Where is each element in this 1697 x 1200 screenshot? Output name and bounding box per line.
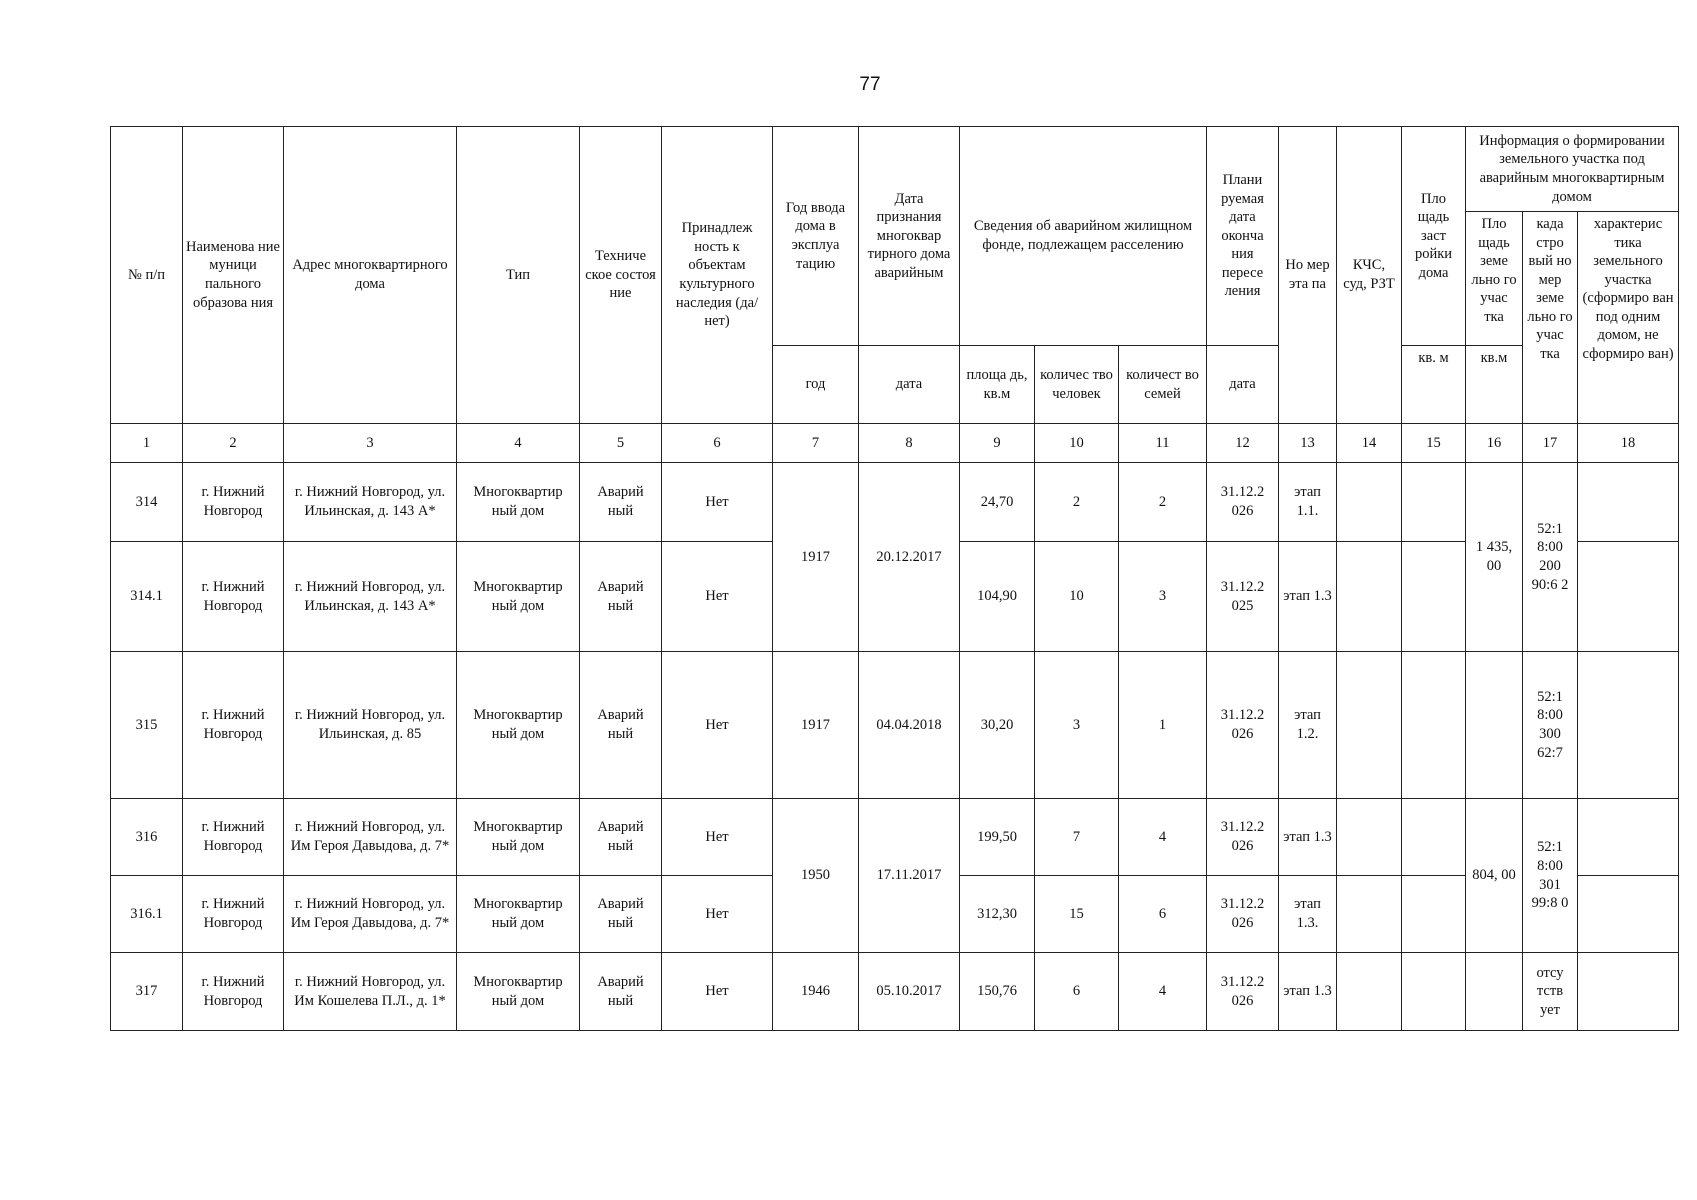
column-number: 18 — [1578, 424, 1679, 463]
row-condition: Аварий ный — [580, 652, 662, 799]
row-planned-date: 31.12.2 026 — [1207, 799, 1279, 876]
row-kchs — [1337, 463, 1402, 542]
row-commission-year: 1917 — [773, 652, 859, 799]
column-number: 2 — [183, 424, 284, 463]
row-kchs — [1337, 876, 1402, 953]
column-number: 17 — [1523, 424, 1578, 463]
row-planned-date: 31.12.2 026 — [1207, 463, 1279, 542]
row-stage: этап 1.3 — [1279, 542, 1337, 652]
row-condition: Аварий ный — [580, 463, 662, 542]
table-row — [111, 463, 1679, 542]
row-number: 317 — [111, 953, 183, 1031]
row-number: 314 — [111, 463, 183, 542]
row-plot-area — [1466, 953, 1523, 1031]
column-number: 7 — [773, 424, 859, 463]
row-type: Многоквартир ный дом — [457, 799, 580, 876]
row-municipality: г. Нижний Новгород — [183, 799, 284, 876]
header-unit-plot-area: кв.м — [1466, 346, 1523, 424]
header-commission-year: Год ввода дома в эксплуа тацию — [773, 127, 859, 346]
table-row — [111, 799, 1679, 876]
header-recognition-date: Дата признания многоквар тирного дома аварийным — [859, 127, 960, 346]
row-municipality: г. Нижний Новгород — [183, 876, 284, 953]
row-address: г. Нижний Новгород, ул. Им Кошелева П.Л., д. 1* — [284, 953, 457, 1031]
row-number: 316.1 — [111, 876, 183, 953]
row-families: 2 — [1119, 463, 1207, 542]
column-number: 14 — [1337, 424, 1402, 463]
row-stage: этап 1.2. — [1279, 652, 1337, 799]
row-municipality: г. Нижний Новгород — [183, 953, 284, 1031]
header-plot-area: Пло щадь земе льно го учас тка — [1466, 212, 1523, 346]
row-type: Многоквартир ный дом — [457, 953, 580, 1031]
header-land-plot-info: Информация о формировании земельного участка под аварийным многоквартирным домом — [1466, 127, 1679, 212]
row-kchs — [1337, 652, 1402, 799]
header-heritage: Принадлеж ность к объектам культурного наследия (да/нет) — [662, 127, 773, 424]
row-building-area — [1402, 463, 1466, 542]
row-cadastral: 52:1 8:00 300 62:7 — [1523, 652, 1578, 799]
column-number: 8 — [859, 424, 960, 463]
row-plot-characteristic — [1578, 876, 1679, 953]
row-building-area — [1402, 652, 1466, 799]
row-kchs — [1337, 953, 1402, 1031]
column-number: 3 — [284, 424, 457, 463]
row-plot-characteristic — [1578, 463, 1679, 542]
table-row — [111, 953, 1679, 1031]
row-commission-year: 1950 — [773, 799, 859, 953]
row-people: 15 — [1035, 876, 1119, 953]
row-building-area — [1402, 953, 1466, 1031]
row-families: 4 — [1119, 953, 1207, 1031]
row-people: 6 — [1035, 953, 1119, 1031]
header-row — [111, 127, 1679, 212]
row-planned-date: 31.12.2 026 — [1207, 876, 1279, 953]
row-stage: этап 1.3 — [1279, 953, 1337, 1031]
row-number: 314.1 — [111, 542, 183, 652]
page-number: 77 — [859, 74, 881, 95]
emergency-housing-table — [110, 126, 1679, 1031]
row-heritage: Нет — [662, 953, 773, 1031]
row-people: 10 — [1035, 542, 1119, 652]
row-stage: этап 1.1. — [1279, 463, 1337, 542]
row-plot-area: 1 435, 00 — [1466, 463, 1523, 652]
row-families: 1 — [1119, 652, 1207, 799]
row-area: 199,50 — [960, 799, 1035, 876]
row-municipality: г. Нижний Новгород — [183, 463, 284, 542]
column-number: 6 — [662, 424, 773, 463]
row-stage: этап 1.3 — [1279, 799, 1337, 876]
header-number: № п/п — [111, 127, 183, 424]
row-people: 7 — [1035, 799, 1119, 876]
row-planned-date: 31.12.2 026 — [1207, 652, 1279, 799]
row-area: 24,70 — [960, 463, 1035, 542]
row-building-area — [1402, 542, 1466, 652]
row-heritage: Нет — [662, 876, 773, 953]
header-unit-building-area: кв. м — [1402, 346, 1466, 424]
column-number: 10 — [1035, 424, 1119, 463]
row-recognition-date: 20.12.2017 — [859, 463, 960, 652]
row-municipality: г. Нижний Новгород — [183, 652, 284, 799]
row-commission-year: 1946 — [773, 953, 859, 1031]
row-number: 316 — [111, 799, 183, 876]
row-kchs — [1337, 799, 1402, 876]
row-planned-date: 31.12.2 026 — [1207, 953, 1279, 1031]
row-plot-characteristic — [1578, 542, 1679, 652]
row-plot-characteristic — [1578, 799, 1679, 876]
header-stage: Но мер эта па — [1279, 127, 1337, 424]
header-resettlement-info: Сведения об аварийном жилищном фонде, подлежащем расселению — [960, 127, 1207, 346]
row-planned-date: 31.12.2 025 — [1207, 542, 1279, 652]
row-plot-characteristic — [1578, 652, 1679, 799]
row-condition: Аварий ный — [580, 799, 662, 876]
row-kchs — [1337, 542, 1402, 652]
column-number-row — [111, 424, 1679, 463]
row-type: Многоквартир ный дом — [457, 652, 580, 799]
row-type: Многоквартир ный дом — [457, 463, 580, 542]
header-unit-people: количес тво человек — [1035, 346, 1119, 424]
column-number: 4 — [457, 424, 580, 463]
row-type: Многоквартир ный дом — [457, 876, 580, 953]
column-number: 1 — [111, 424, 183, 463]
row-heritage: Нет — [662, 542, 773, 652]
row-condition: Аварий ный — [580, 542, 662, 652]
row-families: 4 — [1119, 799, 1207, 876]
row-heritage: Нет — [662, 799, 773, 876]
row-address: г. Нижний Новгород, ул. Ильинская, д. 85 — [284, 652, 457, 799]
row-people: 3 — [1035, 652, 1119, 799]
table-row — [111, 652, 1679, 799]
header-building-area: Пло щадь заст ройки дома — [1402, 127, 1466, 346]
header-unit-year: год — [773, 346, 859, 424]
header-type: Тип — [457, 127, 580, 424]
header-condition: Техниче ское состоя ние — [580, 127, 662, 424]
row-plot-area — [1466, 652, 1523, 799]
row-heritage: Нет — [662, 463, 773, 542]
header-unit-area: площа дь, кв.м — [960, 346, 1035, 424]
row-people: 2 — [1035, 463, 1119, 542]
row-condition: Аварий ный — [580, 953, 662, 1031]
row-area: 150,76 — [960, 953, 1035, 1031]
row-type: Многоквартир ный дом — [457, 542, 580, 652]
row-commission-year: 1917 — [773, 463, 859, 652]
row-address: г. Нижний Новгород, ул. Им Героя Давыдова, д. 7* — [284, 799, 457, 876]
row-heritage: Нет — [662, 652, 773, 799]
row-recognition-date: 04.04.2018 — [859, 652, 960, 799]
column-number: 13 — [1279, 424, 1337, 463]
column-number: 11 — [1119, 424, 1207, 463]
column-number: 16 — [1466, 424, 1523, 463]
row-building-area — [1402, 799, 1466, 876]
row-cadastral: 52:1 8:00 301 99:8 0 — [1523, 799, 1578, 953]
row-plot-characteristic — [1578, 953, 1679, 1031]
header-municipality: Наименова ние муници пального образова ния — [183, 127, 284, 424]
header-plot-characteristic: характерис тика земельного участка (сформиро ван под одним домом, не сформиро ван) — [1578, 212, 1679, 424]
row-address: г. Нижний Новгород, ул. Им Героя Давыдова, д. 7* — [284, 876, 457, 953]
column-number: 12 — [1207, 424, 1279, 463]
row-address: г. Нижний Новгород, ул. Ильинская, д. 143 А* — [284, 542, 457, 652]
header-unit-end-date: дата — [1207, 346, 1279, 424]
header-address: Адрес многоквартирного дома — [284, 127, 457, 424]
row-address: г. Нижний Новгород, ул. Ильинская, д. 143 А* — [284, 463, 457, 542]
column-number: 5 — [580, 424, 662, 463]
row-building-area — [1402, 876, 1466, 953]
row-area: 312,30 — [960, 876, 1035, 953]
row-plot-area: 804, 00 — [1466, 799, 1523, 953]
row-cadastral: 52:1 8:00 200 90:6 2 — [1523, 463, 1578, 652]
column-number: 9 — [960, 424, 1035, 463]
row-number: 315 — [111, 652, 183, 799]
row-families: 3 — [1119, 542, 1207, 652]
row-stage: этап 1.3. — [1279, 876, 1337, 953]
column-number: 15 — [1402, 424, 1466, 463]
row-municipality: г. Нижний Новгород — [183, 542, 284, 652]
row-area: 104,90 — [960, 542, 1035, 652]
header-unit-date: дата — [859, 346, 960, 424]
header-kchs: КЧС, суд, РЗТ — [1337, 127, 1402, 424]
row-recognition-date: 05.10.2017 — [859, 953, 960, 1031]
header-planned-date: Плани руемая дата оконча ния пересе ления — [1207, 127, 1279, 346]
header-unit-families: количест во семей — [1119, 346, 1207, 424]
header-cadastral: када стро вый но мер земе льно го учас тка — [1523, 212, 1578, 424]
row-condition: Аварий ный — [580, 876, 662, 953]
row-recognition-date: 17.11.2017 — [859, 799, 960, 953]
row-area: 30,20 — [960, 652, 1035, 799]
row-families: 6 — [1119, 876, 1207, 953]
row-cadastral: отсу тств ует — [1523, 953, 1578, 1031]
